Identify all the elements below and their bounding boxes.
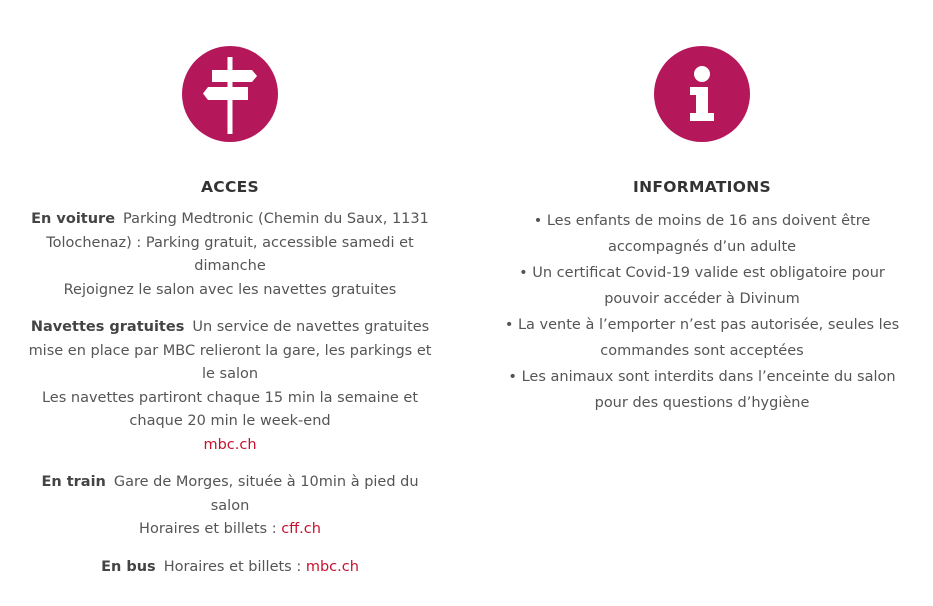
train-text2: Horaires et billets : <box>139 521 277 537</box>
bus-mbc-link[interactable]: mbc.ch <box>305 558 359 575</box>
signpost-icon <box>182 46 278 142</box>
informations-title: INFORMATIONS <box>633 178 771 196</box>
acces-title: ACCES <box>201 178 259 196</box>
train-block <box>20 471 440 542</box>
info-icon <box>654 46 750 142</box>
navettes-label: Navettes gratuites <box>30 319 185 335</box>
acces-details <box>20 208 440 593</box>
train-cff-link[interactable]: cff.ch <box>281 521 321 537</box>
navettes-mbc-link[interactable]: mbc.ch <box>203 436 257 453</box>
info-item-children: • Les enfants de moins de 16 ans doivent être accompagnés d’un adulte <box>533 213 871 255</box>
voiture-block <box>20 208 440 302</box>
train-text: Gare de Morges, située à 10min à pied du salon <box>113 474 419 514</box>
info-item-takeaway: • La vente à l’emporter n’est pas autorisée, seules les commandes sont acceptées <box>504 317 900 359</box>
info-item-animals: • Les animaux sont interdits dans l’enceinte du salon pour des questions d’hygiène <box>508 369 896 411</box>
bus-text: Horaires et billets : <box>163 558 302 575</box>
bus-label: En bus <box>101 558 156 575</box>
informations-list <box>492 208 912 416</box>
voiture-text2: Rejoignez le salon avec les navettes gratuites <box>63 281 397 298</box>
train-label: En train <box>41 474 106 490</box>
info-item-covid: • Un certificat Covid-19 valide est obligatoire pour pouvoir accéder à Divinum <box>519 265 885 307</box>
navettes-block <box>20 316 440 457</box>
voiture-label: En voiture <box>31 211 116 227</box>
bus-block <box>20 556 440 580</box>
navettes-text2: Les navettes partiront chaque 15 min la semaine et chaque 20 min le week-end <box>41 389 419 429</box>
navettes-text: Un service de navettes gratuites mise en place par MBC relieront la gare, les parkings et le salon <box>28 319 432 382</box>
voiture-text: Parking Medtronic (Chemin du Saux, 1131 Tolochenaz) : Parking gratuit, accessible samedi et dimanche <box>46 211 429 274</box>
